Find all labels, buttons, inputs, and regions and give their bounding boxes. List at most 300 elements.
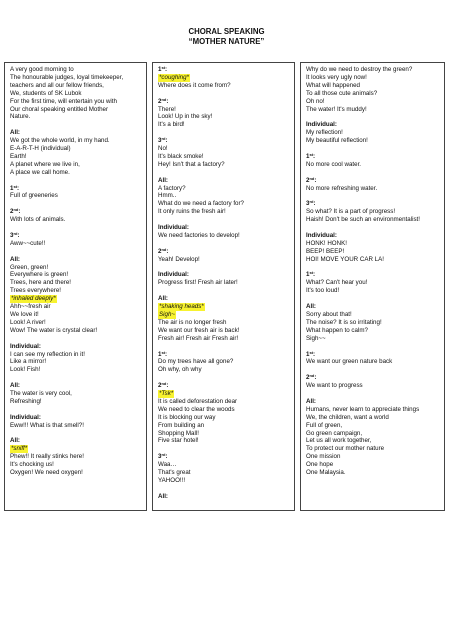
line-text: So what? It is a part of progress! xyxy=(306,208,396,216)
script-line xyxy=(10,351,142,359)
line-gap xyxy=(10,430,142,438)
script-line xyxy=(306,256,440,264)
script-line xyxy=(158,153,290,161)
stage-direction xyxy=(158,74,290,82)
script-line xyxy=(10,390,142,398)
line-text: Green, green! xyxy=(10,263,49,271)
line-text: It's chocking us! xyxy=(10,461,54,469)
line-text: The water! It's muddy! xyxy=(306,105,367,113)
script-line xyxy=(158,437,290,445)
line-text: To protect our mother nature xyxy=(306,445,385,453)
label-colon: : xyxy=(314,176,317,184)
script-line xyxy=(306,311,440,319)
line-gap xyxy=(306,192,440,200)
line-text: YAHOO!!! xyxy=(158,476,186,484)
line-text: The water is very cool, xyxy=(10,390,72,398)
line-text: A very good morning to xyxy=(10,66,74,73)
script-line xyxy=(158,145,290,153)
script-line xyxy=(10,303,142,311)
speaker-label xyxy=(158,453,290,461)
stage-direction xyxy=(10,445,142,453)
line-text: *sniff* xyxy=(11,445,28,453)
script-line xyxy=(10,153,142,161)
line-text: We need factories to develop! xyxy=(158,231,240,239)
script-line xyxy=(306,240,440,248)
label-colon: : xyxy=(166,382,169,390)
script-line xyxy=(158,327,290,335)
line-text: Let us all work together, xyxy=(306,437,372,445)
script-line xyxy=(306,129,440,137)
speaker-label xyxy=(306,351,440,359)
script-line xyxy=(306,358,440,366)
label-colon: : xyxy=(313,152,316,160)
line-text: Fresh air! Fresh air Fresh air! xyxy=(158,334,239,342)
stage-direction xyxy=(158,303,290,311)
line-text: Look! Up in the sky! xyxy=(158,113,213,121)
line-text: All: xyxy=(10,437,20,445)
script-column-1 xyxy=(4,62,147,511)
script-line xyxy=(158,469,290,477)
script-line xyxy=(10,192,142,200)
script-line xyxy=(306,185,440,193)
label-colon: : xyxy=(165,453,168,461)
line-text: I can see my reflection in it! xyxy=(10,350,85,358)
line-text: 2 xyxy=(306,176,310,184)
line-text: Progress first! Fresh air later! xyxy=(158,279,238,287)
line-text: We, students of SK Lubok xyxy=(10,89,82,97)
line-text: 1 xyxy=(306,350,310,358)
script-line xyxy=(306,74,440,82)
line-text: Individual: xyxy=(306,121,337,129)
line-gap xyxy=(158,264,290,272)
line-text: We, the children, want a world xyxy=(306,413,389,421)
label-colon: : xyxy=(17,231,20,239)
line-text: One hope xyxy=(306,461,334,469)
line-text: Individual: xyxy=(306,231,337,239)
script-line xyxy=(10,98,142,106)
line-gap xyxy=(158,240,290,248)
line-text: Sigh~ xyxy=(159,310,175,318)
line-text: It looks very ugly now! xyxy=(306,73,367,81)
line-text: Where does it come from? xyxy=(158,81,231,89)
line-text: *inhaled deeply* xyxy=(11,295,56,303)
speaker-label xyxy=(10,343,142,351)
script-line xyxy=(10,66,142,74)
script-line xyxy=(306,137,440,145)
line-text: All: xyxy=(306,397,316,405)
line-text: Refreshing! xyxy=(10,397,42,405)
script-line xyxy=(306,327,440,335)
script-line xyxy=(158,192,290,200)
script-line xyxy=(158,461,290,469)
script-line xyxy=(158,319,290,327)
line-gap xyxy=(10,248,142,256)
script-line xyxy=(158,200,290,208)
ordinal-suffix: nd xyxy=(309,373,315,379)
script-line xyxy=(306,287,440,295)
script-column-3 xyxy=(300,62,445,511)
line-text: BEEP! BEEP! xyxy=(306,247,345,255)
line-gap xyxy=(306,264,440,272)
line-text: Individual: xyxy=(10,342,41,350)
line-text: Trees, here and there! xyxy=(10,279,71,287)
line-text: We got the whole world, in my hand. xyxy=(10,137,110,145)
line-text: 1 xyxy=(306,271,310,279)
script-line xyxy=(306,98,440,106)
script-line xyxy=(158,366,290,374)
line-text: Earth! xyxy=(10,152,27,160)
line-gap xyxy=(158,216,290,224)
line-text: 1 xyxy=(10,184,14,192)
script-line xyxy=(10,74,142,82)
line-text: What happen to calm? xyxy=(306,326,368,334)
line-text: Shopping Mall! xyxy=(158,429,199,437)
script-line xyxy=(10,461,142,469)
script-line xyxy=(10,327,142,335)
script-line xyxy=(10,366,142,374)
speaker-label xyxy=(10,414,142,422)
line-gap xyxy=(158,90,290,98)
line-text: All: xyxy=(306,303,316,311)
line-gap xyxy=(158,343,290,351)
line-text: A planet where we live in, xyxy=(10,160,80,168)
line-text: From building an xyxy=(158,421,205,429)
script-line xyxy=(158,430,290,438)
ordinal-suffix: nd xyxy=(161,381,167,387)
line-text: 3 xyxy=(10,231,14,239)
line-text: We want our fresh air is back! xyxy=(158,326,240,334)
script-line xyxy=(306,279,440,287)
script-line xyxy=(10,137,142,145)
label-colon: : xyxy=(313,271,316,279)
line-gap xyxy=(10,121,142,129)
script-line xyxy=(158,208,290,216)
label-colon: : xyxy=(313,200,316,208)
speaker-label xyxy=(306,177,440,185)
label-colon: : xyxy=(165,350,168,358)
speaker-label xyxy=(10,437,142,445)
speaker-label xyxy=(10,129,142,137)
speaker-label xyxy=(158,66,290,74)
script-line xyxy=(10,453,142,461)
script-line xyxy=(158,406,290,414)
line-text: Why do we need to destroy the green? xyxy=(306,66,413,73)
line-text: There! xyxy=(158,105,176,113)
line-text: All: xyxy=(10,129,20,137)
label-colon: : xyxy=(313,350,316,358)
script-line xyxy=(158,358,290,366)
script-line xyxy=(306,406,440,414)
script-line xyxy=(10,469,142,477)
speaker-label xyxy=(158,98,290,106)
line-gap xyxy=(10,177,142,185)
script-line xyxy=(10,145,142,153)
speaker-label xyxy=(306,232,440,240)
line-text: It's black smoke! xyxy=(158,152,204,160)
ordinal-suffix: st xyxy=(309,349,314,355)
page-subtitle: “MOTHER NATURE” xyxy=(188,37,265,46)
line-text: That's great xyxy=(158,469,191,477)
stage-direction xyxy=(10,295,142,303)
line-text: Aww~~cute!! xyxy=(10,239,46,247)
script-line xyxy=(306,382,440,390)
ordinal-suffix: st xyxy=(161,349,166,355)
line-text: Individual: xyxy=(158,271,189,279)
line-text: What will happened xyxy=(306,81,361,89)
label-colon: : xyxy=(165,66,168,73)
line-text: It only ruins the fresh air! xyxy=(158,208,226,216)
ordinal-suffix: nd xyxy=(309,175,315,181)
speaker-label xyxy=(306,153,440,161)
ordinal-suffix: st xyxy=(161,65,166,70)
line-gap xyxy=(158,129,290,137)
line-text: All: xyxy=(158,492,168,500)
script-line xyxy=(10,398,142,406)
line-text: Eww!!! What is that smell?! xyxy=(10,421,84,429)
line-text: 2 xyxy=(306,374,310,382)
line-text: With lots of animals. xyxy=(10,216,66,224)
script-line xyxy=(158,279,290,287)
line-text: To all those cute animals? xyxy=(306,89,378,97)
line-text: One Malaysia. xyxy=(306,469,346,477)
line-text: The honourable judges, loyal timekeeper, xyxy=(10,73,124,81)
script-line xyxy=(306,66,440,74)
line-text: Like a mirror! xyxy=(10,358,47,366)
speaker-label xyxy=(306,374,440,382)
line-text: My beautiful reflection! xyxy=(306,137,368,145)
speaker-label xyxy=(10,382,142,390)
line-text: Humans, never learn to appreciate things xyxy=(306,405,420,413)
speaker-label xyxy=(158,224,290,232)
script-line xyxy=(306,461,440,469)
script-line xyxy=(10,319,142,327)
script-line xyxy=(10,311,142,319)
line-gap xyxy=(158,287,290,295)
line-text: Waa… xyxy=(158,461,177,469)
line-text: Our choral speaking entitled Mother xyxy=(10,105,109,113)
script-line xyxy=(10,287,142,295)
line-text: We want our green nature back xyxy=(306,358,393,366)
speaker-label xyxy=(10,185,142,193)
script-line xyxy=(306,208,440,216)
script-line xyxy=(306,161,440,169)
line-text: 2 xyxy=(158,97,162,105)
line-text: We love it! xyxy=(10,311,39,319)
script-line xyxy=(10,240,142,248)
line-gap xyxy=(158,445,290,453)
stage-direction xyxy=(158,390,290,398)
ordinal-suffix: nd xyxy=(161,246,167,252)
line-text: It is blocking our way xyxy=(158,413,216,421)
script-line xyxy=(306,319,440,327)
line-text: 1 xyxy=(158,66,162,73)
speaker-label xyxy=(158,271,290,279)
line-text: It's too loud! xyxy=(306,287,340,295)
line-text: Hmm.. xyxy=(158,192,177,200)
label-colon: : xyxy=(166,247,169,255)
line-gap xyxy=(306,366,440,374)
script-line xyxy=(10,106,142,114)
script-line xyxy=(306,414,440,422)
label-colon: : xyxy=(166,97,169,105)
line-text: The air is no longer fresh xyxy=(158,318,227,326)
line-text: Look! A river! xyxy=(10,318,46,326)
script-line xyxy=(10,90,142,98)
script-line xyxy=(306,82,440,90)
line-text: Sigh~~ xyxy=(306,334,326,342)
script-line xyxy=(10,161,142,169)
speaker-label xyxy=(10,256,142,264)
script-line xyxy=(306,445,440,453)
script-line xyxy=(158,161,290,169)
line-text: Trees everywhere! xyxy=(10,287,62,295)
line-text: A place we call home. xyxy=(10,168,70,176)
line-text: E-A-R-T-H (individual) xyxy=(10,145,71,153)
speaker-label xyxy=(158,137,290,145)
script-line xyxy=(158,121,290,129)
line-gap xyxy=(10,406,142,414)
speaker-label xyxy=(306,121,440,129)
speaker-label xyxy=(158,295,290,303)
label-colon: : xyxy=(17,184,20,192)
script-line xyxy=(158,82,290,90)
line-gap xyxy=(10,224,142,232)
line-text: We need to clear the woods xyxy=(158,405,235,413)
line-text: *Tsk* xyxy=(159,390,174,398)
line-text: Individual: xyxy=(158,224,189,232)
line-text: 3 xyxy=(306,200,310,208)
line-text: Individual: xyxy=(10,413,41,421)
line-text: No more refreshing water. xyxy=(306,184,378,192)
line-text: A factory? xyxy=(158,184,186,192)
speaker-label xyxy=(306,200,440,208)
line-gap xyxy=(306,295,440,303)
line-gap xyxy=(10,374,142,382)
line-text: Haish! Don't be such an environmentalist! xyxy=(306,216,420,224)
script-line xyxy=(306,430,440,438)
ordinal-suffix: nd xyxy=(13,207,19,213)
line-text: All: xyxy=(10,382,20,390)
line-text: 2 xyxy=(158,382,162,390)
script-line xyxy=(306,248,440,256)
line-text: Nature. xyxy=(10,113,31,121)
line-text: Hey! Isn't that a factory? xyxy=(158,160,225,168)
speaker-label xyxy=(10,232,142,240)
script-line xyxy=(10,271,142,279)
label-colon: : xyxy=(165,137,168,145)
script-line xyxy=(10,279,142,287)
script-line xyxy=(158,398,290,406)
ordinal-suffix: st xyxy=(309,270,314,276)
line-gap xyxy=(306,343,440,351)
line-text: Yeah! Develop! xyxy=(158,255,200,263)
line-text: Oh why, oh why xyxy=(158,366,202,374)
script-line xyxy=(10,358,142,366)
line-text: *coughing* xyxy=(159,73,189,81)
line-text: It is called deforestation dear xyxy=(158,397,238,405)
line-text: One mission xyxy=(306,453,341,461)
script-line xyxy=(158,232,290,240)
page-title: CHORAL SPEAKING xyxy=(188,27,265,36)
speaker-label xyxy=(158,351,290,359)
script-line xyxy=(10,264,142,272)
line-text: 2 xyxy=(10,208,14,216)
script-line xyxy=(306,422,440,430)
line-text: HONK! HONK! xyxy=(306,239,347,247)
line-gap xyxy=(158,374,290,382)
line-text: 2 xyxy=(158,247,162,255)
line-text: What do we need a factory for? xyxy=(158,200,244,208)
line-gap xyxy=(306,145,440,153)
line-text: 3 xyxy=(158,453,162,461)
ordinal-suffix: st xyxy=(13,183,18,189)
speaker-label xyxy=(158,248,290,256)
line-text: It's a bird! xyxy=(158,121,185,129)
label-colon: : xyxy=(18,208,21,216)
line-text: HOI! MOVE YOUR CAR LA! xyxy=(306,255,384,263)
script-line xyxy=(158,113,290,121)
script-line xyxy=(306,453,440,461)
speaker-label xyxy=(306,303,440,311)
line-text: Do my trees have all gone? xyxy=(158,358,234,366)
line-text: All: xyxy=(10,255,20,263)
script-line xyxy=(306,106,440,114)
line-text: *shaking heads* xyxy=(159,303,204,311)
ordinal-suffix: rd xyxy=(309,199,314,205)
line-text: The noise? It is so irritating! xyxy=(306,318,382,326)
line-text: We want to progress xyxy=(306,382,363,390)
line-text: Oh no! xyxy=(306,97,325,105)
script-line xyxy=(306,90,440,98)
label-colon: : xyxy=(314,374,317,382)
script-column-2 xyxy=(152,62,295,511)
line-text: What? Can't hear you! xyxy=(306,279,368,287)
script-line xyxy=(158,477,290,485)
line-text: Full of green, xyxy=(306,421,343,429)
script-line xyxy=(306,469,440,477)
line-text: No more cool water. xyxy=(306,160,362,168)
speaker-label xyxy=(306,398,440,406)
line-gap xyxy=(158,485,290,493)
script-line xyxy=(10,169,142,177)
line-text: Go green campaign, xyxy=(306,429,363,437)
line-gap xyxy=(306,390,440,398)
line-text: Full of greeneries xyxy=(10,192,58,200)
script-line xyxy=(306,335,440,343)
script-line xyxy=(158,185,290,193)
speaker-label xyxy=(10,208,142,216)
line-text: Everywhere is green! xyxy=(10,271,69,279)
line-text: 1 xyxy=(306,152,310,160)
line-gap xyxy=(306,224,440,232)
speaker-label xyxy=(158,493,290,501)
line-gap xyxy=(158,169,290,177)
line-text: Sorry about that! xyxy=(306,310,352,318)
script-line xyxy=(158,335,290,343)
line-text: All: xyxy=(158,295,168,303)
ordinal-suffix: rd xyxy=(161,452,166,458)
ordinal-suffix: nd xyxy=(161,96,167,102)
speaker-label xyxy=(158,382,290,390)
ordinal-suffix: rd xyxy=(161,136,166,142)
script-line xyxy=(306,216,440,224)
line-text: My reflection! xyxy=(306,129,343,137)
line-text: teachers and all our fellow friends, xyxy=(10,81,104,89)
script-line xyxy=(10,113,142,121)
ordinal-suffix: rd xyxy=(13,230,18,236)
line-text: Oxygen! We need oxygen! xyxy=(10,469,83,477)
line-text: For the first time, will entertain you with xyxy=(10,97,117,105)
